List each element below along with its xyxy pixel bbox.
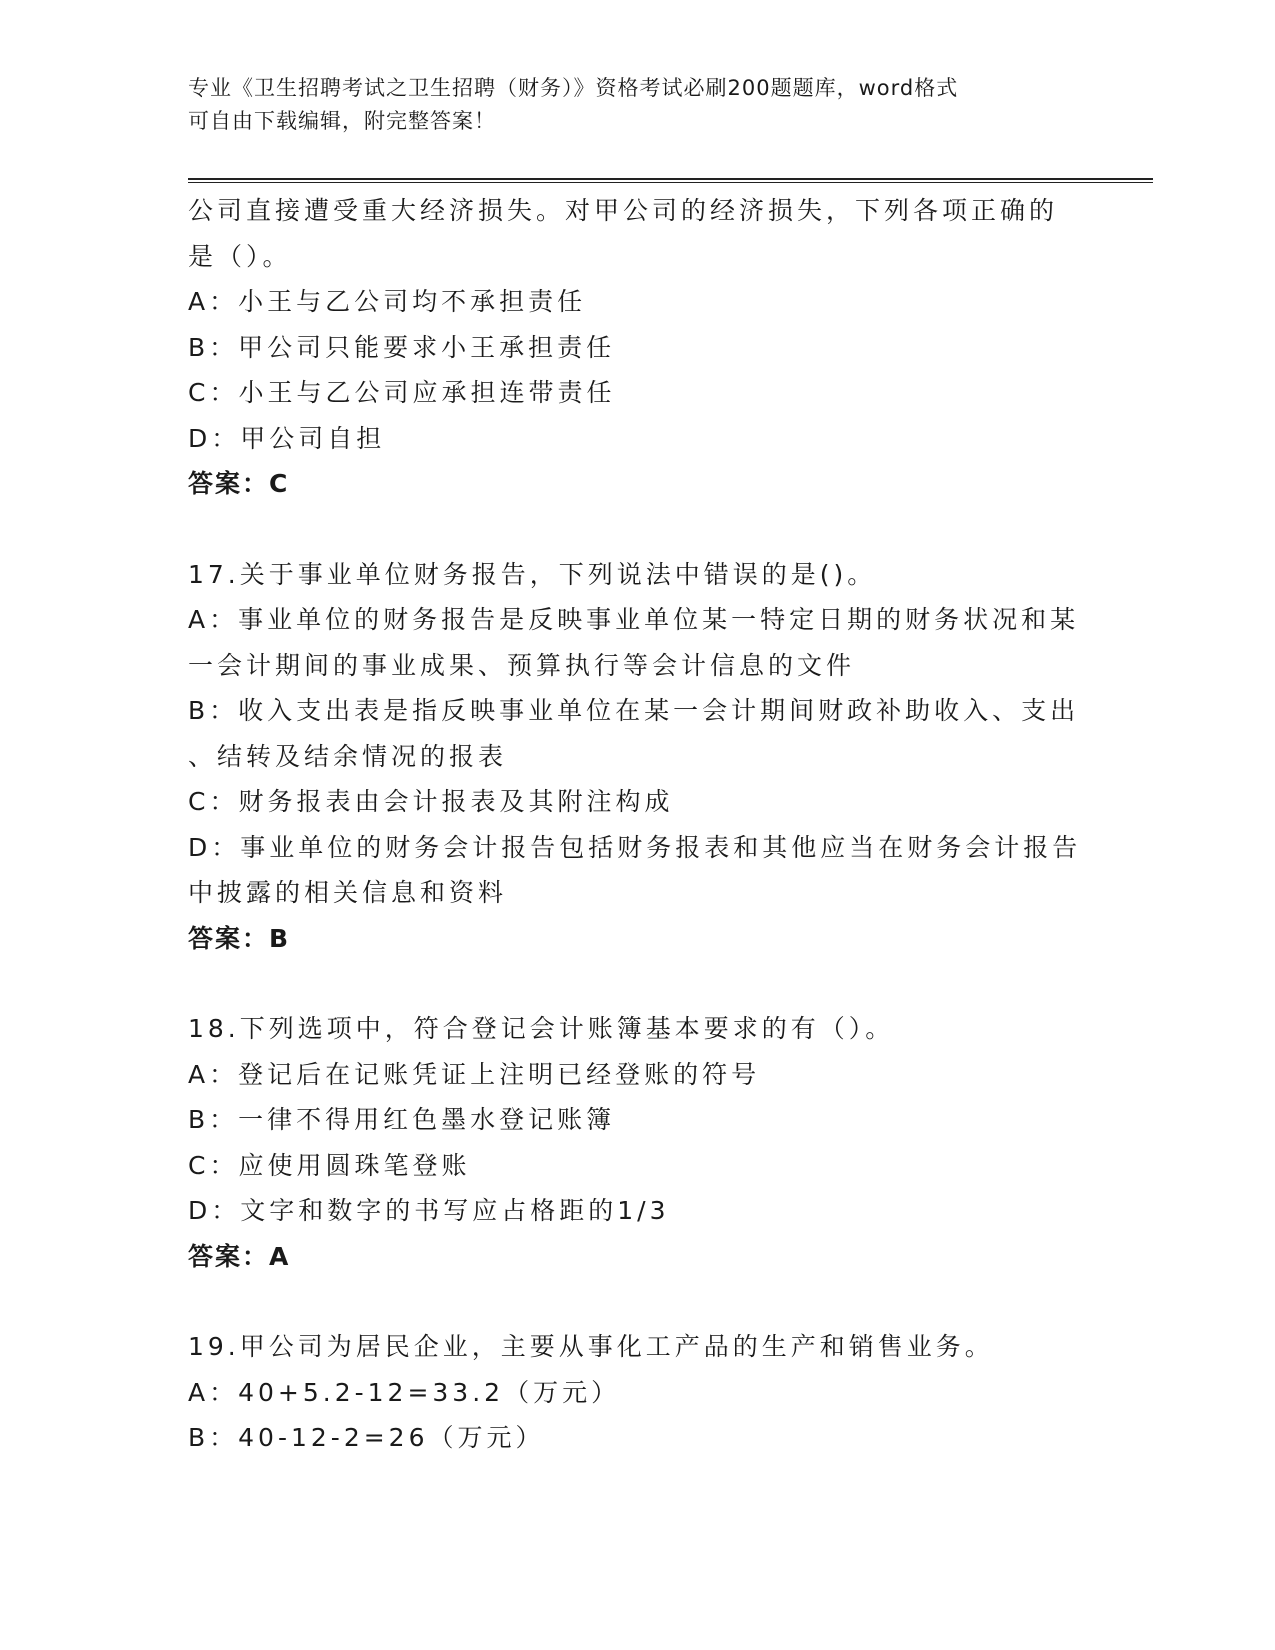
question-stem: 18.下列选项中，符合登记会计账簿基本要求的有（）。 bbox=[188, 1014, 895, 1043]
answer: 答案：A bbox=[188, 1241, 291, 1271]
question-list bbox=[188, 188, 1088, 1461]
option-b: B：一律不得用红色墨水登记账簿 bbox=[188, 1105, 616, 1134]
header-line-1: 专业《卫生招聘考试之卫生招聘（财务）》资格考试必刷200题题库，word格式 bbox=[188, 76, 959, 100]
option-d-continued: 中披露的相关信息和资料 bbox=[188, 878, 508, 907]
spacer bbox=[188, 507, 1088, 552]
option-a: A：40+5.2-12=33.2（万元） bbox=[188, 1377, 621, 1407]
option-b-continued: 、结转及结余情况的报表 bbox=[188, 741, 508, 771]
question-stem: 17.关于事业单位财务报告，下列说法中错误的是()。 bbox=[188, 559, 877, 589]
option-c: C：财务报表由会计报表及其附注构成 bbox=[188, 787, 674, 816]
question-stem: 公司直接遭受重大经济损失。对甲公司的经济损失，下列各项正确的 bbox=[188, 196, 1059, 225]
question-stem: 是（）。 bbox=[188, 241, 292, 271]
option-b: B：40-12-2=26（万元） bbox=[188, 1423, 545, 1452]
option-d: D：事业单位的财务会计报告包括财务报表和其他应当在财务会计报告 bbox=[188, 832, 1082, 862]
question-stem: 19.甲公司为居民企业，主要从事化工产品的生产和销售业务。 bbox=[188, 1332, 994, 1361]
spacer bbox=[188, 1279, 1088, 1324]
document-header bbox=[188, 72, 1068, 138]
option-d: D：文字和数字的书写应占格距的1/3 bbox=[188, 1196, 670, 1225]
question-18 bbox=[188, 1006, 1088, 1279]
option-c: C：应使用圆珠笔登账 bbox=[188, 1150, 471, 1180]
question-16 bbox=[188, 188, 1088, 507]
option-a: A：登记后在记账凭证上注明已经登账的符号 bbox=[188, 1059, 761, 1089]
question-17 bbox=[188, 552, 1088, 962]
option-b: B：收入支出表是指反映事业单位在某一会计期间财政补助收入、支出 bbox=[188, 696, 1080, 725]
answer: 答案：C bbox=[188, 469, 290, 498]
header-divider bbox=[188, 178, 1153, 180]
header-line-2: 可自由下载编辑，附完整答案！ bbox=[188, 109, 496, 133]
option-a: A：小王与乙公司均不承担责任 bbox=[188, 287, 587, 316]
option-c: C：小王与乙公司应承担连带责任 bbox=[188, 378, 616, 407]
option-a-continued: 一会计期间的事业成果、预算执行等会计信息的文件 bbox=[188, 650, 856, 680]
option-d: D：甲公司自担 bbox=[188, 423, 386, 453]
header-divider-thin bbox=[188, 182, 1153, 183]
spacer bbox=[188, 961, 1088, 1006]
answer: 答案：B bbox=[188, 923, 291, 953]
option-b: B：甲公司只能要求小王承担责任 bbox=[188, 332, 616, 362]
question-19 bbox=[188, 1324, 1088, 1461]
option-a: A：事业单位的财务报告是反映事业单位某一特定日期的财务状况和某 bbox=[188, 605, 1080, 634]
